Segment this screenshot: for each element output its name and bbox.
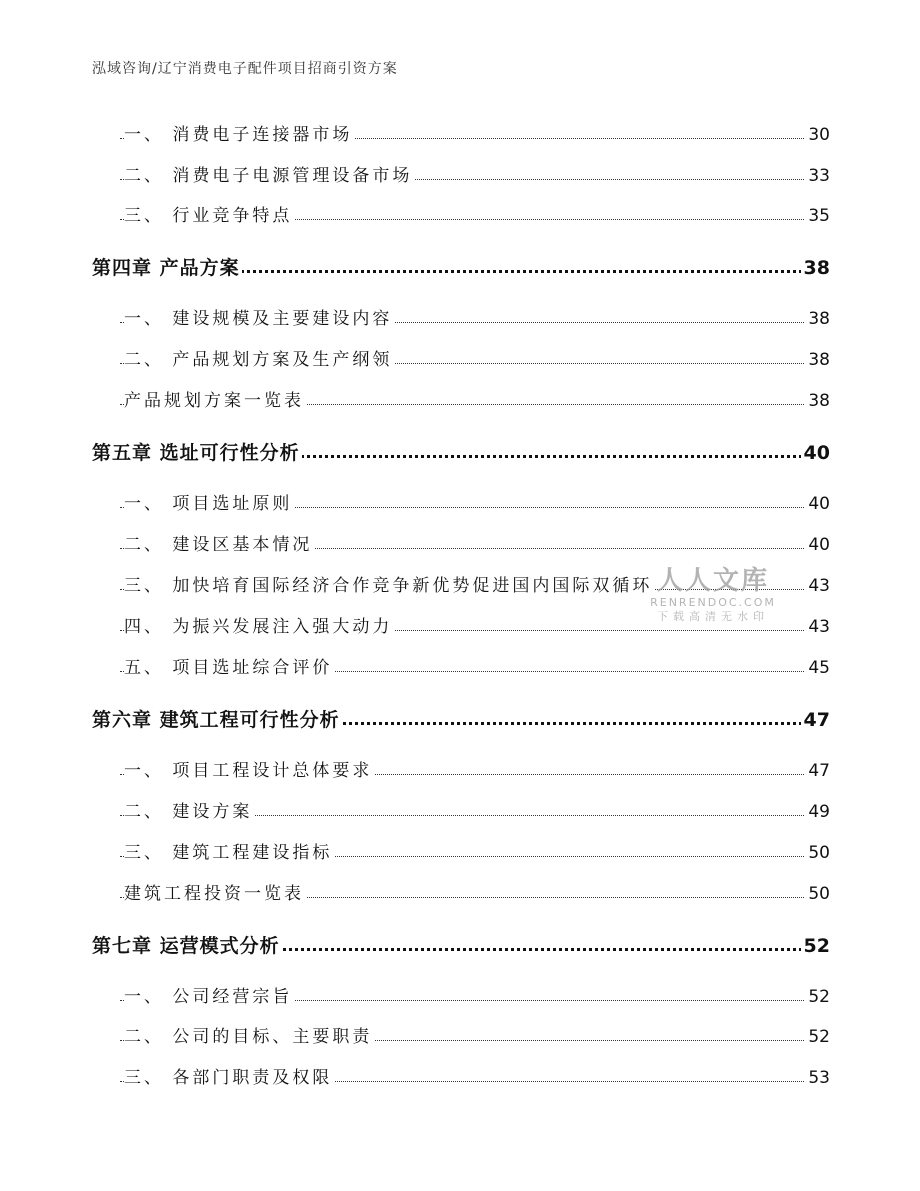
- toc-page-number: 52: [805, 1022, 830, 1052]
- toc-entry-title: 二、 建设区基本情况: [124, 530, 314, 560]
- page-header: 泓域咨询/辽宁消费电子配件项目招商引资方案: [92, 61, 398, 77]
- watermark-title: 人人文库: [656, 566, 769, 596]
- toc-entry-title: 二、 公司的目标、主要职责: [124, 1022, 374, 1052]
- toc-chapter-entry[interactable]: [0, 705, 920, 735]
- toc-entry-title: 建筑工程投资一览表: [124, 879, 306, 909]
- toc-section-entry[interactable]: [0, 530, 920, 560]
- toc-section-entry[interactable]: [0, 982, 920, 1012]
- toc-page-number: 52: [805, 982, 830, 1012]
- toc-entry-title: 三、 建筑工程建设指标: [124, 838, 334, 868]
- toc-entry-title: 一、 项目选址原则: [124, 489, 294, 519]
- toc-page-number: 30: [805, 120, 830, 150]
- toc-entry-title: 一、 公司经营宗旨: [124, 982, 294, 1012]
- toc-section-entry[interactable]: [0, 1022, 920, 1052]
- toc-entry-title: 三、 各部门职责及权限: [124, 1063, 334, 1093]
- toc-page-number: 53: [805, 1063, 830, 1093]
- toc-page-number: 40: [805, 489, 830, 519]
- toc-page-number: 40: [805, 530, 830, 560]
- toc-entry-title: 二、 建设方案: [124, 797, 254, 827]
- toc-section-entry[interactable]: [0, 489, 920, 519]
- toc-section-entry[interactable]: [0, 120, 920, 150]
- toc-section-entry[interactable]: [0, 386, 920, 416]
- toc-section-entry[interactable]: [0, 161, 920, 191]
- toc-entry-title: 产品规划方案一览表: [124, 386, 306, 416]
- toc-entry-title: 一、 项目工程设计总体要求: [124, 756, 374, 786]
- toc-section-entry[interactable]: [0, 653, 920, 683]
- toc-section-entry[interactable]: [0, 879, 920, 909]
- toc-page-number: 47: [801, 705, 830, 735]
- toc-entry-title: 第五章 选址可行性分析: [92, 438, 302, 468]
- toc-entry-title: 第七章 运营模式分析: [92, 931, 282, 961]
- toc-page-number: 52: [801, 931, 830, 961]
- toc-entry-title: 一、 消费电子连接器市场: [124, 120, 354, 150]
- toc-entry-title: 二、 消费电子电源管理设备市场: [124, 161, 414, 191]
- toc-entry-title: 三、 加快培育国际经济合作竞争新优势促进国内国际双循环: [124, 571, 654, 601]
- watermark-url: RENRENDOC.COM: [650, 596, 776, 609]
- toc-section-entry[interactable]: [0, 345, 920, 375]
- toc-entry-title: 四、 为振兴发展注入强大动力: [124, 612, 394, 642]
- toc-page-number: 49: [805, 797, 830, 827]
- toc-page-number: 50: [805, 879, 830, 909]
- toc-section-entry[interactable]: [0, 304, 920, 334]
- toc-section-entry[interactable]: [0, 756, 920, 786]
- toc-page-number: 38: [805, 345, 830, 375]
- toc-section-entry[interactable]: [0, 1063, 920, 1093]
- watermark-subtitle: 下载高清无水印: [657, 610, 769, 623]
- toc-section-entry[interactable]: [0, 201, 920, 231]
- toc-page-number: 47: [805, 756, 830, 786]
- toc-page-number: 40: [801, 438, 830, 468]
- toc-entry-title: 五、 项目选址综合评价: [124, 653, 334, 683]
- toc-page-number: 45: [805, 653, 830, 683]
- toc-section-entry[interactable]: [0, 612, 920, 642]
- toc-section-entry[interactable]: [0, 571, 920, 601]
- toc-section-entry[interactable]: [0, 838, 920, 868]
- toc-page-number: 43: [805, 612, 830, 642]
- toc-entry-title: 第六章 建筑工程可行性分析: [92, 705, 342, 735]
- toc-page-number: 50: [805, 838, 830, 868]
- toc-page-number: 38: [805, 304, 830, 334]
- toc-entry-title: 第四章 产品方案: [92, 253, 242, 283]
- toc-entry-title: 一、 建设规模及主要建设内容: [124, 304, 394, 334]
- toc-page-number: 43: [805, 571, 830, 601]
- toc-page-number: 33: [805, 161, 830, 191]
- watermark: [648, 566, 778, 624]
- toc-page-number: 35: [805, 201, 830, 231]
- toc-entry-title: 三、 行业竞争特点: [124, 201, 294, 231]
- toc-page-number: 38: [801, 253, 830, 283]
- toc-page-number: 38: [805, 386, 830, 416]
- toc-chapter-entry[interactable]: [0, 253, 920, 283]
- toc-section-entry[interactable]: [0, 797, 920, 827]
- toc-chapter-entry[interactable]: [0, 931, 920, 961]
- toc-entry-title: 二、 产品规划方案及生产纲领: [124, 345, 394, 375]
- toc-chapter-entry[interactable]: [0, 438, 920, 468]
